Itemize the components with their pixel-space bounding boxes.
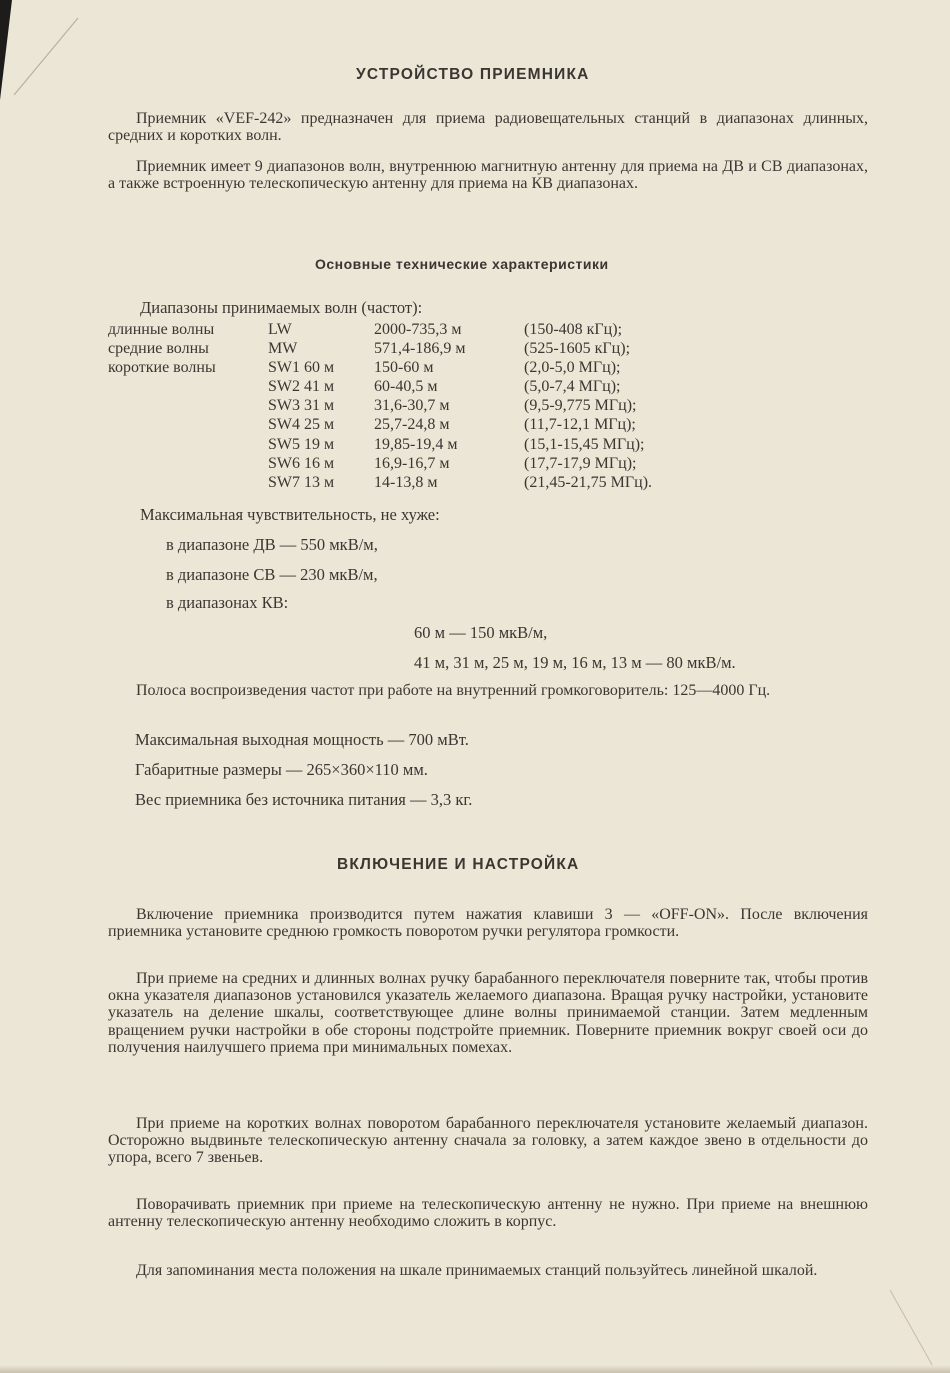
band-code: LW bbox=[268, 321, 292, 338]
band-row bbox=[108, 339, 724, 358]
band-frequency: (150-408 кГц); bbox=[524, 321, 623, 338]
sensitivity-kv-60m: 60 м — 150 мкВ/м, bbox=[414, 623, 548, 642]
band-code: SW2 41 м bbox=[268, 378, 335, 396]
band-frequency: (11,7-12,1 МГц); bbox=[524, 416, 636, 434]
specs-title: Основные технические характеристики bbox=[315, 256, 609, 272]
band-name: длинные волны bbox=[108, 321, 215, 338]
paragraph-mw-lw-tuning: При приеме на средних и длинных волнах ручку барабанного переключателя поверните так, чтобы против окна указателя диапазонов установился указатель желаемого диапазона. Вращая ручку настройки, установите указатель на деление шкалы, соответствующее длине волны принимаемой станции. Затем медленным вращением ручки настройки в обе стороны подстройте приемник. Поверните приемник вокруг своей оси до получения наилучшего приема при минимальных помехах. bbox=[108, 970, 868, 1056]
paragraph-antenna: Поворачивать приемник при приеме на телескопическую антенну не нужно. При приеме на внешнюю антенну телескопическую антенну необходимо сложить в корпус. bbox=[108, 1196, 868, 1231]
sensitivity-kv: в диапазонах КВ: bbox=[166, 593, 289, 612]
band-name bbox=[108, 377, 268, 396]
band-frequency: (5,0-7,4 МГц); bbox=[524, 378, 621, 396]
band-wavelength: 60-40,5 м bbox=[374, 378, 438, 396]
band-wavelength: 31,6-30,7 м bbox=[374, 397, 450, 415]
band-frequency: (2,0-5,0 МГц); bbox=[524, 359, 621, 377]
dimensions: Габаритные размеры — 265×360×110 мм. bbox=[135, 760, 428, 779]
band-name bbox=[108, 415, 268, 434]
torn-corner bbox=[0, 0, 12, 100]
band-name bbox=[108, 435, 268, 454]
band-wavelength: 150-60 м bbox=[374, 359, 434, 377]
band-code: SW7 13 м bbox=[268, 473, 335, 491]
paragraph-purpose: Приемник «VEF-242» предназначен для приема радиовещательных станций в диапазонах длинных, средних и коротких волн. bbox=[108, 110, 868, 145]
output-power: Максимальная выходная мощность — 700 мВт. bbox=[135, 730, 469, 749]
band-wavelength: 14-13,8 м bbox=[374, 473, 438, 491]
band-name: короткие волны bbox=[108, 359, 216, 377]
paragraph-sw-tuning: При приеме на коротких волнах поворотом барабанного переключателя установите желаемый диапазон. Осторожно выдвиньте телескопическую антенну сначала за головку, а затем каждое звено в отдельности до упора, всего 7 звеньев. bbox=[108, 1115, 868, 1167]
band-wavelength: 2000-735,3 м bbox=[374, 321, 462, 338]
page-edge bbox=[0, 1365, 950, 1373]
band-row bbox=[108, 415, 724, 434]
band-wavelength: 571,4-186,9 м bbox=[374, 340, 466, 358]
band-code: SW6 16 м bbox=[268, 454, 335, 472]
band-code: SW1 60 м bbox=[268, 359, 335, 377]
weight: Вес приемника без источника питания — 3,3 кг. bbox=[135, 790, 473, 809]
band-name: средние волны bbox=[108, 340, 209, 358]
band-frequency: (525-1605 кГц); bbox=[524, 340, 631, 358]
paragraph-linear-scale: Для запоминания места положения на шкале принимаемых станций пользуйтесь линейной шкалой. bbox=[136, 1262, 818, 1279]
section-title-device: УСТРОЙСТВО ПРИЕМНИКА bbox=[356, 66, 590, 83]
band-row bbox=[108, 358, 724, 377]
band-code: SW3 31 м bbox=[268, 397, 335, 415]
band-code: MW bbox=[268, 340, 298, 358]
band-frequency: (15,1-15,45 МГц); bbox=[524, 435, 645, 453]
band-wavelength: 19,85-19,4 м bbox=[374, 435, 458, 453]
band-wavelength: 16,9-16,7 м bbox=[374, 454, 450, 472]
band-row bbox=[108, 396, 724, 415]
sensitivity-dv: в диапазоне ДВ — 550 мкВ/м, bbox=[166, 535, 378, 554]
band-row bbox=[108, 320, 724, 339]
paragraph-power-on: Включение приемника производится путем нажатия клавиши 3 — «OFF-ON». После включения приемника установите среднюю громкость поворотом ручки регулятора громкости. bbox=[108, 906, 868, 941]
band-wavelength: 25,7-24,8 м bbox=[374, 416, 450, 434]
band-frequency: (17,7-17,9 МГц); bbox=[524, 454, 637, 472]
band-frequency: (9,5-9,775 МГц); bbox=[524, 397, 637, 415]
section-title-operation: ВКЛЮЧЕНИЕ И НАСТРОЙКА bbox=[337, 856, 580, 873]
band-name bbox=[108, 454, 268, 473]
bands-intro: Диапазоны принимаемых волн (частот): bbox=[140, 298, 423, 317]
bands-table bbox=[108, 320, 724, 492]
band-frequency: (21,45-21,75 МГц). bbox=[524, 473, 653, 491]
sensitivity-kv-other: 41 м, 31 м, 25 м, 19 м, 16 м, 13 м — 80 мкВ/м. bbox=[414, 653, 736, 672]
band-code: SW4 25 м bbox=[268, 416, 335, 434]
band-row bbox=[108, 377, 724, 396]
band-code: SW5 19 м bbox=[268, 435, 335, 453]
band-name bbox=[108, 473, 268, 492]
band-row bbox=[108, 473, 724, 492]
band-name bbox=[108, 396, 268, 415]
sensitivity-sv: в диапазоне СВ — 230 мкВ/м, bbox=[166, 565, 378, 584]
sensitivity-title: Максимальная чувствительность, не хуже: bbox=[140, 505, 440, 524]
band-row bbox=[108, 435, 724, 454]
paragraph-bands-antennas: Приемник имеет 9 диапазонов волн, внутреннюю магнитную антенну для приема на ДВ и СВ диапазонах, а также встроенную телескопическую антенну для приема на КВ диапазонах. bbox=[108, 158, 868, 193]
frequency-band: Полоса воспроизведения частот при работе на внутренний громкоговоритель: 125—4000 Гц. bbox=[136, 682, 771, 699]
band-row bbox=[108, 454, 724, 473]
